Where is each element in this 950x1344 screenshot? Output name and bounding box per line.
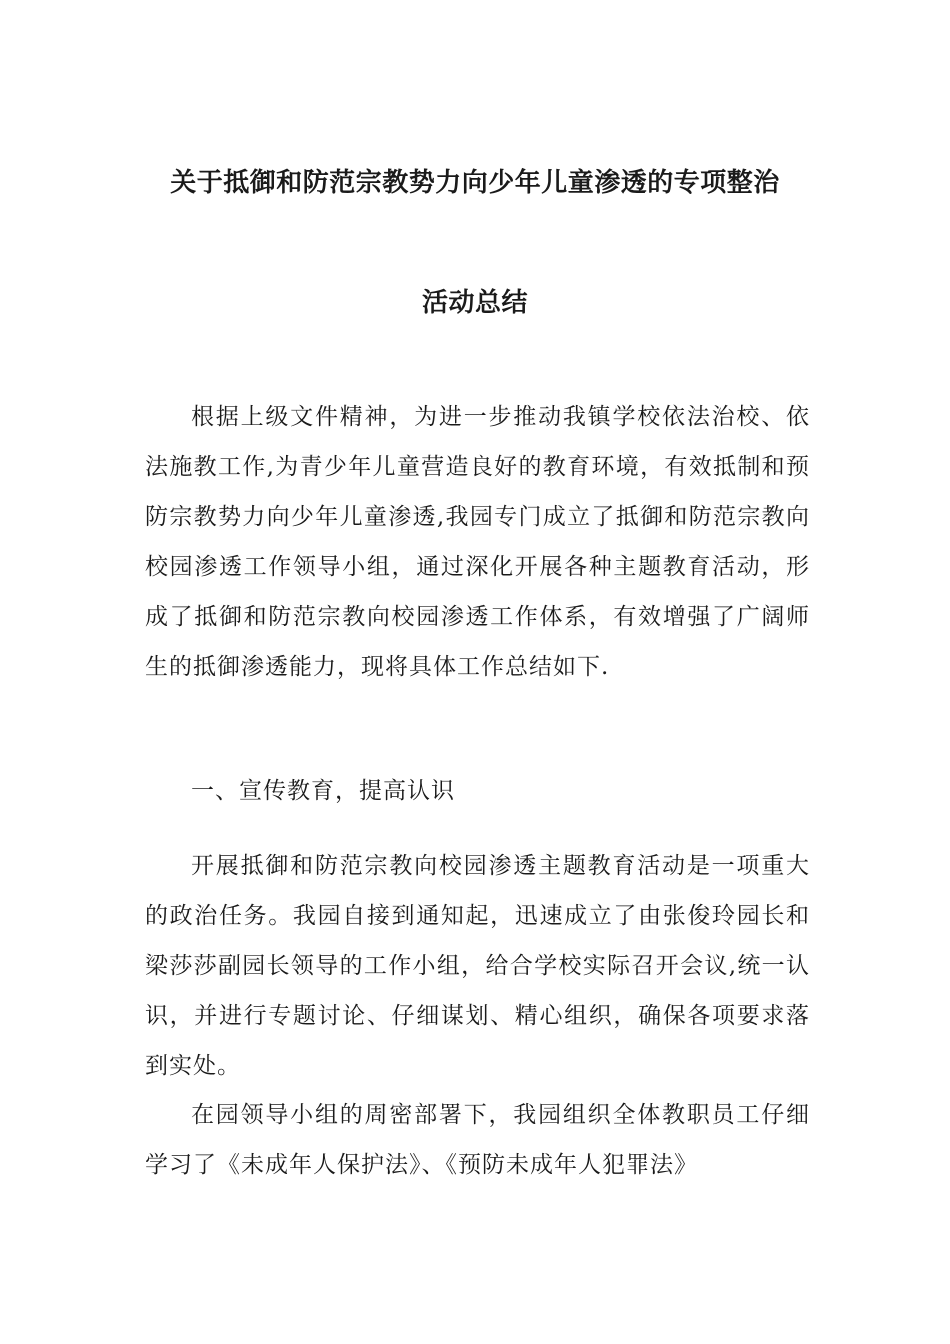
section-1-heading: 一、宣传教育，提高认识 xyxy=(191,778,455,804)
section-1-paragraph-1: 开展抵御和防范宗教向校园渗透主题教育活动是一项重大的政治任务。我园自接到通知起，迅速成立了由张俊玲园长和梁莎莎副园长领导的工作小组，给合学校实际召开会议,统一认识，并进行专题讨论、仔细谋划、精心组织，确保各项要求落到实处。 xyxy=(145,853,810,1079)
section-1-paragraph-2: 在园领导小组的周密部署下，我园组织全体教职员工仔细学习了《未成年人保护法》、《预防未成年人犯罪法》 xyxy=(145,1102,810,1178)
document-title-line-2: 活动总结 xyxy=(421,288,528,318)
intro-paragraph: 根据上级文件精神，为进一步推动我镇学校依法治校、依法施教工作,为青少年儿童营造良好的教育环境，有效抵制和预防宗教势力向少年儿童渗透,我园专门成立了抵御和防范宗教向校园渗透工作领导小组，通过深化开展各种主题教育活动，形成了抵御和防范宗教向校园渗透工作体系，有效增强了广阔师生的抵御渗透能力，现将具体工作总结如下. xyxy=(145,404,810,680)
document-title-line-1: 关于抵御和防范宗教势力向少年儿童渗透的专项整治 xyxy=(170,168,780,198)
